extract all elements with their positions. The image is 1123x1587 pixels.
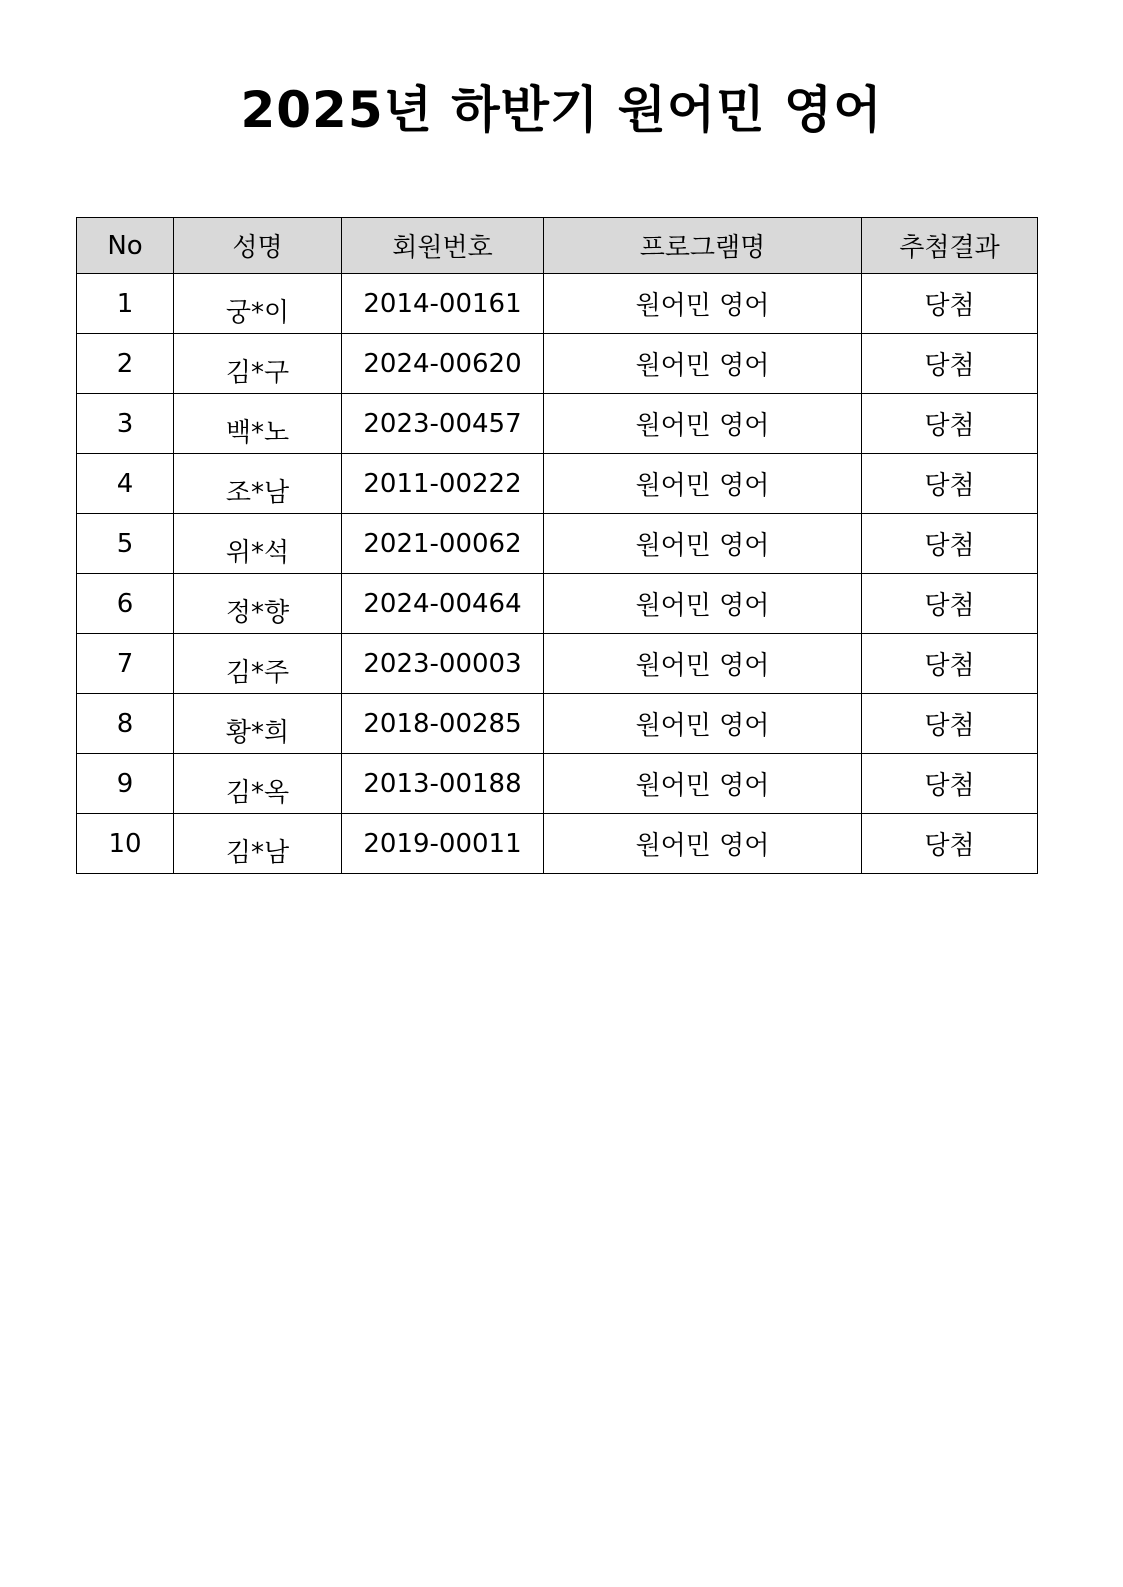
cell-name: 백*노 xyxy=(174,394,342,454)
cell-member-id: 2024-00464 xyxy=(342,574,544,634)
cell-result: 당첨 xyxy=(862,754,1038,814)
cell-no: 5 xyxy=(77,514,174,574)
column-header-result: 추첨결과 xyxy=(862,218,1038,274)
cell-result: 당첨 xyxy=(862,694,1038,754)
cell-result: 당첨 xyxy=(862,454,1038,514)
cell-member-id: 2018-00285 xyxy=(342,694,544,754)
cell-program: 원어민 영어 xyxy=(544,454,862,514)
document-title: 2025년 하반기 원어민 영어 xyxy=(240,81,883,139)
cell-no: 9 xyxy=(77,754,174,814)
column-header-program: 프로그램명 xyxy=(544,218,862,274)
cell-program: 원어민 영어 xyxy=(544,334,862,394)
lottery-results-table xyxy=(76,217,1038,874)
cell-no: 4 xyxy=(77,454,174,514)
cell-name: 궁*이 xyxy=(174,274,342,334)
table-row xyxy=(77,454,1038,514)
cell-program: 원어민 영어 xyxy=(544,754,862,814)
cell-name: 김*남 xyxy=(174,814,342,874)
cell-name: 김*주 xyxy=(174,634,342,694)
column-header-no: No xyxy=(77,218,174,274)
table-row xyxy=(77,754,1038,814)
cell-name: 황*희 xyxy=(174,694,342,754)
cell-member-id: 2011-00222 xyxy=(342,454,544,514)
table-row xyxy=(77,574,1038,634)
cell-result: 당첨 xyxy=(862,274,1038,334)
cell-name: 조*남 xyxy=(174,454,342,514)
table-row xyxy=(77,274,1038,334)
cell-program: 원어민 영어 xyxy=(544,574,862,634)
table-row xyxy=(77,514,1038,574)
cell-no: 3 xyxy=(77,394,174,454)
cell-no: 2 xyxy=(77,334,174,394)
cell-result: 당첨 xyxy=(862,574,1038,634)
cell-name: 위*석 xyxy=(174,514,342,574)
cell-program: 원어민 영어 xyxy=(544,394,862,454)
cell-member-id: 2021-00062 xyxy=(342,514,544,574)
cell-no: 7 xyxy=(77,634,174,694)
table-row xyxy=(77,394,1038,454)
table-row xyxy=(77,634,1038,694)
cell-member-id: 2024-00620 xyxy=(342,334,544,394)
table-row xyxy=(77,334,1038,394)
cell-member-id: 2023-00457 xyxy=(342,394,544,454)
cell-result: 당첨 xyxy=(862,334,1038,394)
cell-member-id: 2013-00188 xyxy=(342,754,544,814)
table-header-row xyxy=(77,218,1038,274)
cell-no: 8 xyxy=(77,694,174,754)
cell-result: 당첨 xyxy=(862,394,1038,454)
cell-result: 당첨 xyxy=(862,634,1038,694)
cell-no: 1 xyxy=(77,274,174,334)
cell-member-id: 2019-00011 xyxy=(342,814,544,874)
cell-name: 김*옥 xyxy=(174,754,342,814)
table-row xyxy=(77,694,1038,754)
cell-result: 당첨 xyxy=(862,514,1038,574)
cell-program: 원어민 영어 xyxy=(544,694,862,754)
cell-no: 6 xyxy=(77,574,174,634)
cell-program: 원어민 영어 xyxy=(544,514,862,574)
cell-result: 당첨 xyxy=(862,814,1038,874)
cell-name: 김*구 xyxy=(174,334,342,394)
column-header-name: 성명 xyxy=(174,218,342,274)
cell-program: 원어민 영어 xyxy=(544,274,862,334)
cell-no: 10 xyxy=(77,814,174,874)
cell-program: 원어민 영어 xyxy=(544,634,862,694)
cell-name: 정*향 xyxy=(174,574,342,634)
table-row xyxy=(77,814,1038,874)
cell-program: 원어민 영어 xyxy=(544,814,862,874)
cell-member-id: 2023-00003 xyxy=(342,634,544,694)
column-header-member-id: 회원번호 xyxy=(342,218,544,274)
cell-member-id: 2014-00161 xyxy=(342,274,544,334)
